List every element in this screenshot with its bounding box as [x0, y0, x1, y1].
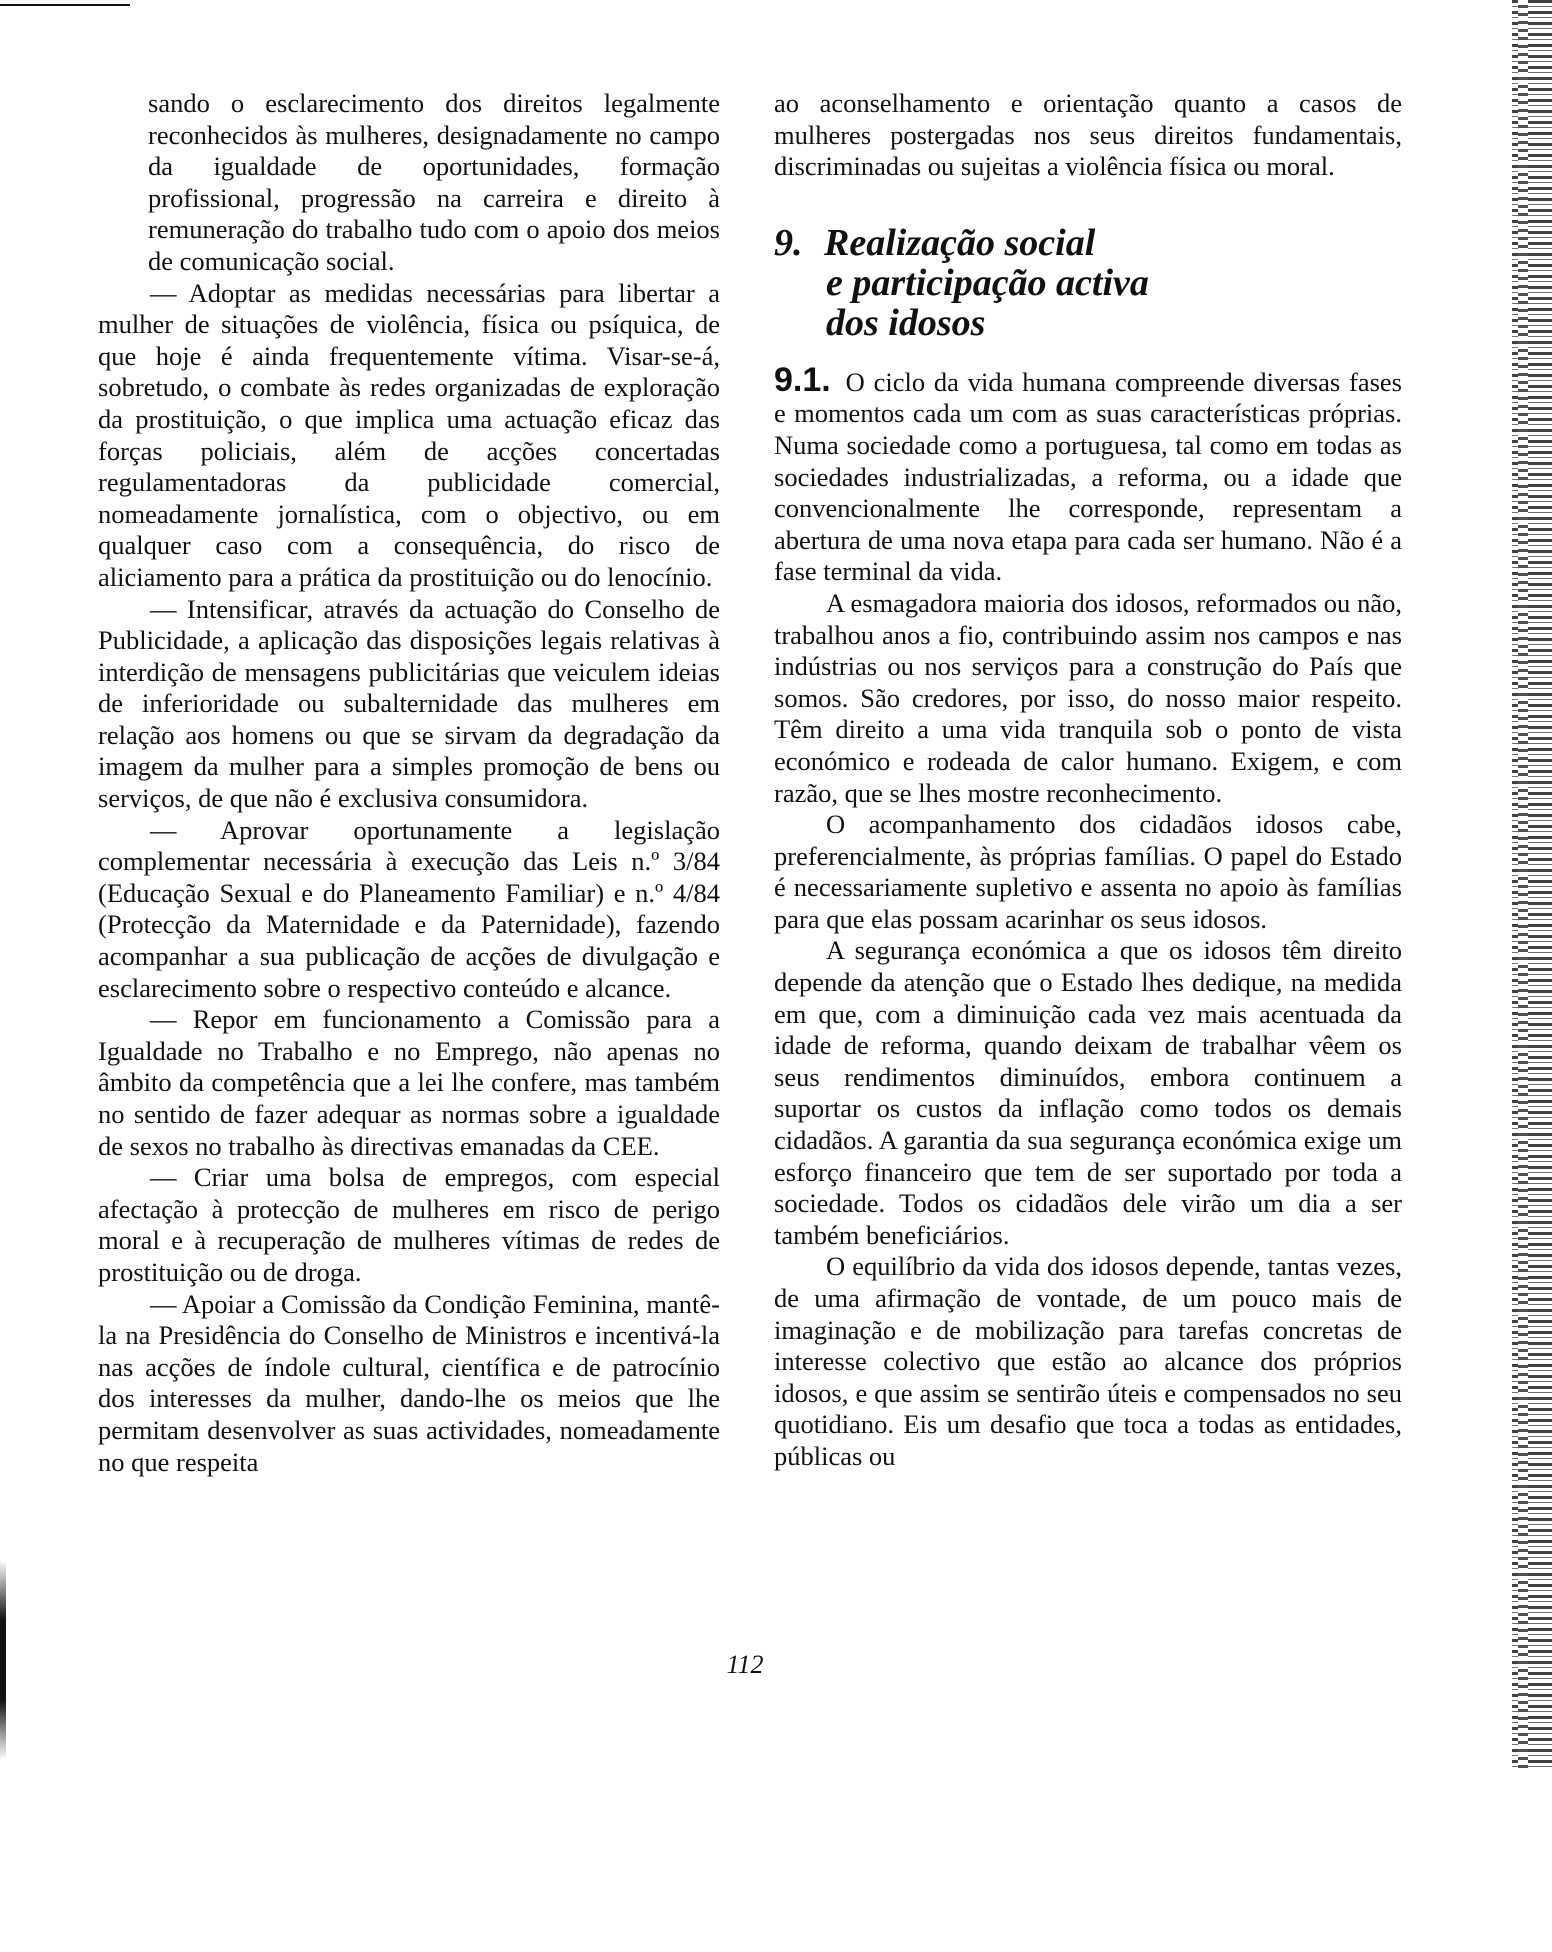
left-paragraph-6: — Criar uma bolsa de empregos, com especial afectação à protecção de mulheres em risco de perigo moral e à recuperação de mulheres vítimas de redes de prostituição ou de droga.	[98, 1162, 720, 1287]
right-column	[774, 88, 1402, 1473]
section-title-line-1: Realização social	[824, 221, 1096, 264]
subsection-number: 9.1.	[774, 360, 831, 399]
left-paragraph-2: — Adoptar as medidas necessárias para libertar a mulher de situações de violência, física ou psíquica, de que hoje é ainda frequentemente vítima. Visar-se-á, sobretudo, o combate às redes organizadas de exploração da prostituição, o que implica uma actuação eficaz das forças policiais, além de acções concertadas regulamentadoras da publicidade comercial, nomeadamente jornalística, com o objectivo, ou em qualquer caso com a consequência, do risco de aliciamento para a prática da prostituição ou do lenocínio.	[98, 277, 720, 592]
right-paragraph-2: O acompanhamento dos cidadãos idosos cabe, preferencialmente, às próprias famílias. O papel do Estado é necessariamente supletivo e assenta no apoio às famílias para que elas possam acarinhar os seus idosos.	[774, 809, 1402, 934]
left-paragraph-3: — Intensificar, através da actuação do Conselho de Publicidade, a aplicação das disposições legais relativas à interdição de mensagens publicitárias que veiculem ideias de inferioridade ou subalternidade das mulheres em relação aos homens ou que se sirvam da degradação da imagem da mulher para a simples promoção de bens ou serviços, de que não é exclusiva consumidora.	[98, 593, 720, 814]
right-paragraph-1: A esmagadora maioria dos idosos, reformados ou não, trabalhou anos a fio, contribuindo assim nos campos e nas indústrias ou nos serviços para a construção do País que somos. São credores, por isso, do nosso maior respeito. Têm direito a uma vida tranquila sob o ponto de vista económico e rodeada de calor humano. Exigem, e com razão, que se lhes mostre reconhecimento.	[774, 587, 1402, 808]
left-column	[98, 88, 720, 1478]
left-paragraph-7: — Apoiar a Comissão da Condição Feminina, mantê-la na Presidência do Conselho de Ministros e incentivá-la nas acções de índole cultural, científica e de patrocínio dos interesses da mulher, dando-lhe os meios que lhe permitam desenvolver as suas actividades, nomeadamente no que respeita	[98, 1288, 720, 1477]
scan-edge-top	[0, 0, 130, 6]
page-number: 112	[726, 1650, 764, 1679]
scan-edge-right	[1512, 0, 1552, 1770]
right-intro-paragraph: ao aconselhamento e orientação quanto a casos de mulheres postergadas nos seus direitos fundamentais, discriminadas ou sujeitas a violência física ou moral.	[774, 88, 1402, 182]
section-number: 9.	[774, 221, 803, 264]
subsection-paragraph	[774, 360, 1402, 588]
left-paragraph-5: — Repor em funcionamento a Comissão para a Igualdade no Trabalho e no Emprego, não apenas no âmbito da competência que a lei lhe confere, mas também no sentido de fazer adequar as normas sobre a igualdade de sexos no trabalho às directivas emanadas da CEE.	[98, 1004, 720, 1161]
section-title-line-2: e participação activa	[826, 261, 1149, 304]
subsection-first-text: O ciclo da vida humana compreende diversas fases e momentos cada um com as suas características próprias. Numa sociedade como a portuguesa, tal como em todas as sociedades industrializadas, a reforma, ou a idade que convencionalmente lhe corresponde, representam a abertura de uma nova etapa para cada ser humano. Não é a fase terminal da vida.	[774, 366, 1402, 587]
left-paragraph-1: sando o esclarecimento dos direitos legalmente reconhecidos às mulheres, designadamente no campo da igualdade de oportunidades, formação profissional, progressão na carreira e direito à remuneração do trabalho tudo com o apoio dos meios de comunicação social.	[148, 88, 720, 276]
section-heading	[774, 223, 1402, 343]
left-paragraph-4: — Aprovar oportunamente a legislação complementar necessária à execução das Leis n.º 3/84 (Educação Sexual e do Planeamento Familiar) e n.º 4/84 (Protecção da Maternidade e da Paternidade), fazendo acompanhar a sua publicação de acções de divulgação e esclarecimento sobre o respectivo conteúdo e alcance.	[98, 814, 720, 1003]
right-paragraph-4: O equilíbrio da vida dos idosos depende, tantas vezes, de uma afirmação de vontade, de um pouco mais de imaginação e de mobilização para tarefas concretas de interesse colectivo que estão ao alcance dos próprios idosos, e que assim se sentirão úteis e compensados no seu quotidiano. Eis um desafio que toca a todas as entidades, públicas ou	[774, 1251, 1402, 1471]
right-paragraph-3: A segurança económica a que os idosos têm direito depende da atenção que o Estado lhes dedique, na medida em que, com a diminuição cada vez mais acentuada da idade de reforma, quando deixam de trabalhar vêem os seus rendimentos diminuídos, embora continuem a suportar os custos da inflação como todos os demais cidadãos. A garantia da sua segurança económica exige um esforço financeiro que tem de ser suportado por toda a sociedade. Todos os cidadãos dele virão um dia a ser também beneficiários.	[774, 935, 1402, 1250]
section-title-line-3: dos idosos	[826, 301, 986, 344]
